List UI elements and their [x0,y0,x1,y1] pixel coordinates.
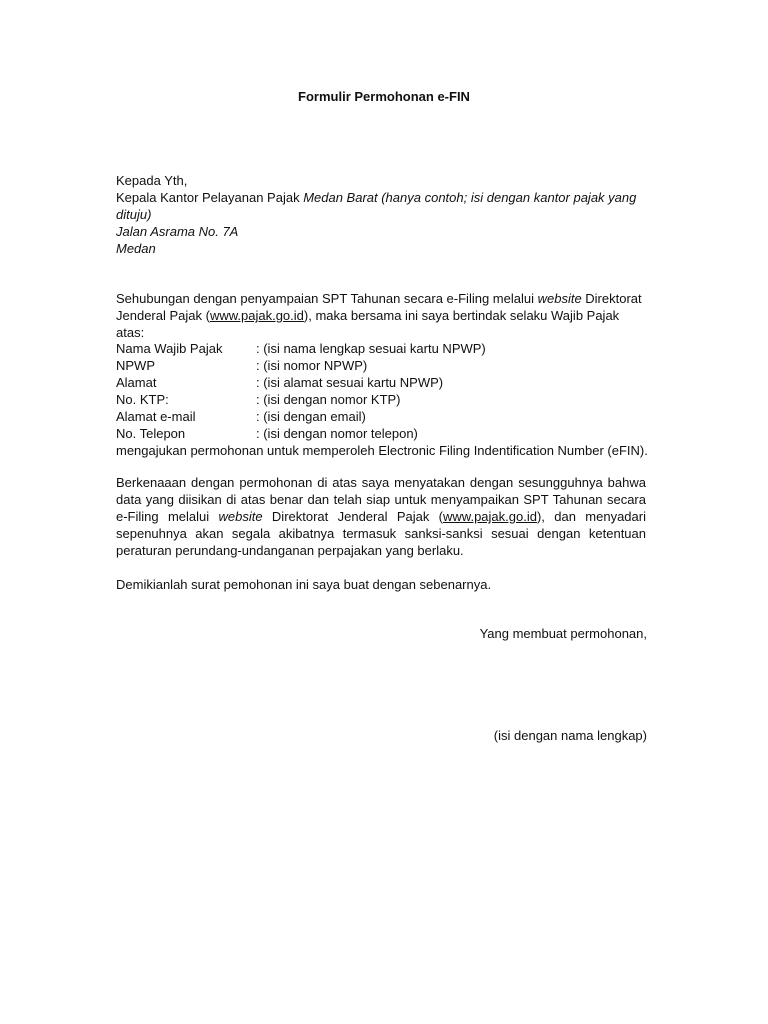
intro-link[interactable]: www.pajak.go.id [209,308,304,323]
statement-paragraph [116,474,646,559]
field-row-name [116,340,646,357]
field-label: Nama Wajib Pajak [116,341,223,356]
field-label: No. Telepon [116,426,186,441]
statement-text-1: Berkenaaan dengan permohonan di atas saya menyatakan dengan sesungguhnya bahwa data yang diisikan di atas benar dan telah siap untuk menyampaikan SPT Tahunan secara e-Filing melalui [116,475,646,524]
field-label: NPWP [116,358,155,373]
field-value: : (isi alamat sesuai kartu NPWP) [256,375,444,390]
intro-text-1: Sehubungan dengan penyampaian SPT Tahunan secara e-Filing melalui [116,291,538,306]
field-row-npwp [116,357,646,374]
field-row-email [116,408,646,425]
field-value: : (isi dengan nomor telepon) [256,426,418,441]
greeting: Kepada Yth, [116,173,188,188]
field-label: Alamat [116,375,157,390]
statement-text-3: ), dan menyadari sepenuhnya akan segala akibatnya termasuk sanksi-sanksi sesuai dengan ketentuan peraturan perundang-undanganan perpajakan yang berlaku. [116,509,646,558]
signature-name: (isi dengan nama lengkap) [493,728,647,743]
intro-text-3: ), maka bersama ini saya bertindak selaku Wajib Pajak atas: [116,308,620,340]
field-row-address [116,374,646,391]
field-label: Alamat e-mail [116,409,196,424]
field-value: : (isi nama lengkap sesuai kartu NPWP) [256,341,486,356]
document-title: Formulir Permohonan e-FIN [298,89,470,104]
field-label: No. KTP: [116,392,169,407]
office-example: Medan Barat (hanya contoh; isi dengan kantor pajak yang dituju) [116,190,637,222]
statement-link[interactable]: www.pajak.go.id [443,509,537,524]
field-value: : (isi dengan email) [256,409,366,424]
taxpayer-fields [116,340,646,459]
field-value: : (isi nomor NPWP) [256,358,368,373]
recipient-block [116,172,646,257]
office-prefix: Kepala Kantor Pelayanan Pajak [116,190,304,205]
request-line: mengajukan permohonan untuk memperoleh Electronic Filing Indentification Number (eFIN). [116,443,648,458]
intro-text-2: Direktorat Jenderal Pajak ( [116,291,642,323]
statement-text-2: Direktorat Jenderal Pajak ( [262,509,444,524]
intro-website-word: website [537,291,582,306]
field-value: : (isi dengan nomor KTP) [256,392,401,407]
intro-paragraph [116,290,646,341]
signature-label: Yang membuat permohonan, [479,626,647,641]
city: Medan [116,241,156,256]
tax-office-line [116,189,646,223]
closing-sentence: Demikianlah surat pemohonan ini saya buat dengan sebenarnya. [116,577,492,592]
field-row-phone [116,425,646,442]
field-row-ktp [116,391,646,408]
statement-website-word: website [218,509,263,524]
street-address: Jalan Asrama No. 7A [116,224,239,239]
